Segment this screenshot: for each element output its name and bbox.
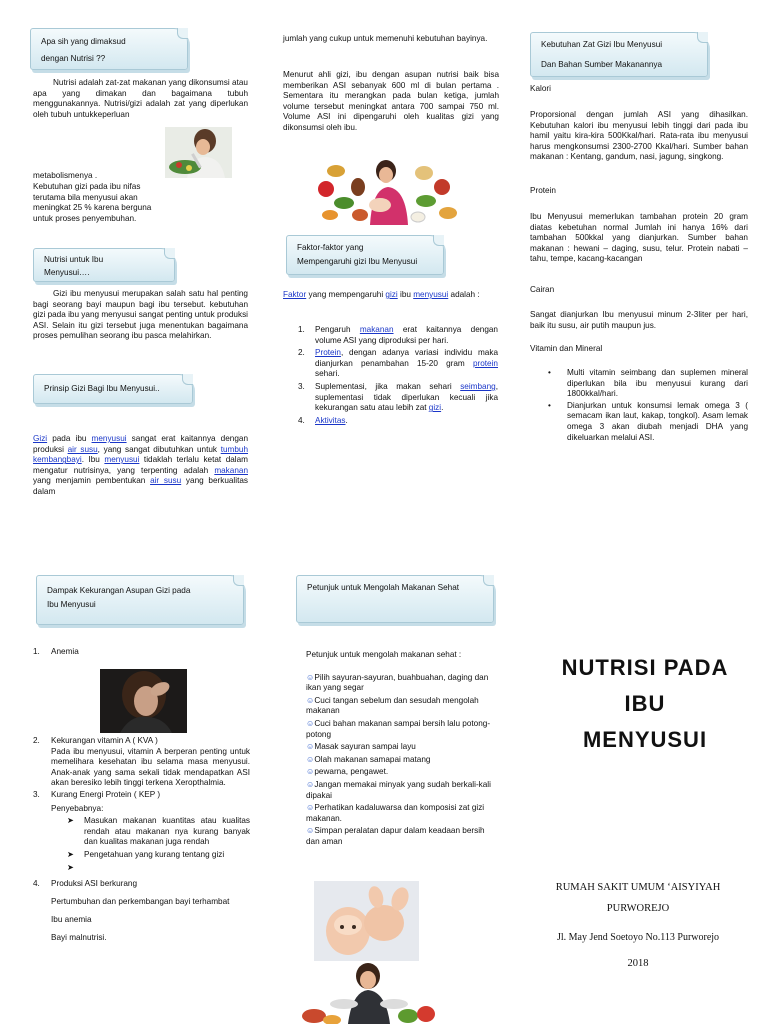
link-tumbuh-kembang[interactable]: tumbuh kembangbayi	[33, 444, 248, 465]
publication-year: 2018	[627, 958, 649, 969]
asi-volume-start: jumlah yang cukup untuk memenuhi kebutuhan bayinya.	[283, 34, 488, 43]
heading-protein: Protein	[530, 186, 556, 195]
tip-item: ☺Simpan peralatan dapur dalam keadaan bersih dan aman	[306, 826, 485, 846]
link-gizi-3[interactable]: gizi	[428, 403, 442, 413]
protein-paragraph: Ibu Menyusui memerlukan tambahan protein 20 gram diatas kebetuhan normal Jumlah ini hanya 16% dari tambahan 500kkal yang dianjurkan. Sumber bahan makanan : hewani – daging, susu, telur. Protein nabati – tahu, tempe, kacang-kacangan	[530, 212, 748, 264]
factors-intro: Faktor yang mempengaruhi gizi ibu menyusui adalah :	[283, 290, 480, 299]
hospital-address: Jl. May Jend Soetoyo No.113 Purworejo	[556, 932, 720, 943]
stressed-woman-image	[100, 669, 187, 733]
metabolism-text: metabolismenya .	[33, 171, 98, 180]
heading-vitamin: Vitamin dan Mineral	[530, 344, 603, 353]
list-item-kep: 3. Kurang Energi Protein ( KEP ) Penyebabnya: ➤ Masukan makanan kuantitas atau kualitas rendah atau makanan nya kurang banyak dan kualitas makanan juga rendah ➤ Pengetahuan yang kurang tentang gizi ➤	[33, 789, 250, 872]
tip-item: ☺Jangan memakai minyak yang sudah berkali-kali dipakai	[306, 779, 491, 800]
factors-banner: Faktor-faktor yang Mempengaruhi gizi Ibu Menyusui	[286, 235, 444, 275]
deficiency-list	[33, 647, 250, 658]
nutrient-needs-banner: Kebutuhan Zat Gizi Ibu Menyusui Dan Bahan Sumber Makanannya	[530, 32, 708, 77]
link-menyusui[interactable]: menyusui	[91, 434, 127, 443]
vitamin-item: • Dianjurkan untuk konsumsi lemak omega 3 ( semacam ikan laut, kakap, tongkol). Asam lemak omega 3 akan diubah menjadi DHA yang dikeluarkan melalui ASI.	[548, 400, 748, 442]
tip-item: ☺Olah makanan samapai matang	[306, 754, 431, 764]
link-protein[interactable]: Protein	[315, 348, 341, 358]
tip-item: ☺Cuci tangan sebelum dan sesudah mengolah makanan	[306, 695, 479, 716]
factors-list	[298, 325, 498, 426]
list-item-asi: 4. Produksi ASI berkurang Pertumbuhan dan perkembangan bayi terhambat Ibu anemia Bayi malnutrisi.	[33, 879, 230, 943]
tip-item: ☺Pilih sayuran-sayuran, buahbuahan, daging dan ikan yang segar	[306, 672, 489, 693]
link-makanan[interactable]: makanan	[214, 465, 248, 475]
baby-image	[314, 881, 419, 961]
link-air-susu-2[interactable]: air susu	[150, 476, 182, 486]
vitamin-list	[548, 368, 748, 443]
hospital-city: PURWOREJO	[606, 903, 670, 914]
principles-paragraph: Gizi pada ibu menyusui sangat erat kaitannya dengan produksi air susu, yang sangat dibutuhkan untuk tumbuh kembangbayi. Ibu menyusui tidaklah terlalu ketat dalam mengatur nutrisinya, yang terpenting adalah makanan yang menjamin pembentukan air susu yang berkualitas dalam	[33, 434, 248, 496]
deficiency-list-2	[33, 736, 250, 947]
cover-title: NUTRISI PADA IBU MENYUSUI	[561, 655, 729, 752]
link-gizi[interactable]: Gizi	[33, 434, 48, 443]
link-protein-2[interactable]: protein	[472, 358, 498, 368]
factor-activity: 4. Aktivitas.	[298, 415, 348, 425]
mother-breastfeeding-food-image	[314, 153, 460, 225]
fluid-paragraph: Sangat dianjurkan Ibu menyusui minum 2-3liter per hari, baik itu susu, air putih maupun jus.	[530, 310, 748, 330]
link-seimbang[interactable]: seimbang	[460, 381, 496, 391]
tip-item: ☺pewarna, pengawet.	[306, 767, 389, 777]
factor-food: 1. Pengaruh makanan erat kaitannya dengan volume ASI yang diproduksi per hari.	[298, 325, 498, 345]
woman-with-food-image	[296, 962, 440, 1024]
what-is-nutrition-banner: Apa sih yang dimaksud dengan Nutrisi ??	[30, 28, 188, 70]
hospital-name: RUMAH SAKIT UMUM ‘AISYIYAH	[555, 882, 721, 893]
mother-nutrition-paragraph: Gizi ibu menyusui merupakan salah satu hal penting bagi seorang bayi maupun bagi ibu tersebut. kebutuhan gizi pada ibu yang menyusui sangat penting untuk produksi ASI. Selain itu gizi tersebut juga menentukan bagaimana proses pemulihan seorang ibu pasca melahirkan.	[33, 289, 248, 341]
tips-title: Petunjuk untuk mengolah makanan sehat :	[306, 650, 462, 659]
nutrition-for-mothers-banner: Nutrisi untuk Ibu Menyusui….	[33, 248, 175, 282]
tip-item: ☺Masak sayuran sampai layu	[306, 742, 416, 752]
link-menyusui-2[interactable]: menyusui	[104, 455, 140, 465]
tip-item: ☺Cuci bahan makanan sampai bersih lalu potong-potong	[306, 718, 491, 739]
link-air-susu[interactable]: air susu	[67, 444, 98, 454]
calorie-paragraph: Proporsional dengan jumlah ASI yang dihasilkan. Kebutuhan kalori ibu menyusui lebih tinggi dari pada ibu hamil yaitu kira-kira 500Kkal/hari. Rata-rata ibu menyusui harus mengkonsumsi 2300-2700 Kkal/hari. Sumber bahan makanan : Kentang, gandum, nasi, jagung, singkong.	[530, 110, 748, 162]
link-makanan-2[interactable]: makanan	[359, 325, 394, 334]
cooking-tips	[306, 650, 496, 848]
asi-volume-paragraph: Menurut ahli gizi, ibu dengan asupan nutrisi baik bisa memberikan ASI sebanyak 600 ml di bulan pertama . Sementara itu merangkan pada bulan ketiga, jumlah volume tersebut meningkat antara 700 sampai 750 ml. Volume ASI ini dipengaruhi oleh kualitas gizi yang dikonsumsi oleh ibu.	[283, 70, 499, 132]
heading-cairan: Cairan	[530, 285, 555, 294]
postpartum-needs: Kebutuhan gizi pada ibu nifas terutama bila menyusui akan meningkat 25 % karena berguna untuk proses penyembuhan.	[33, 182, 152, 223]
vitamin-item: • Multi vitamin seimbang dan suplemen mineral diperlukan bila ibu menyusui kurang dari 1800kkal/hari.	[548, 368, 748, 399]
list-item-kva: 2. Kekurangan vitamin A ( KVA ) Pada ibu menyusui, vitamin A berperan penting untuk memelihara kesehatan ibu selama masa menyusui. Anak-anak yang sama sekali tidak mendapatkan ASI akan beresiko lebih tinggi terkena Xeropthalmia.	[33, 736, 250, 788]
list-item-anemia: 1. Anemia	[33, 647, 79, 656]
woman-eating-salad-image	[165, 127, 232, 178]
deficiency-impact-banner: Dampak Kekurangan Asupan Gizi pada Ibu Menyusui	[36, 575, 244, 625]
tip-item: ☺Perhatikan kadaluwarsa dan komposisi zat gizi makanan.	[306, 803, 485, 823]
link-faktor[interactable]: Faktor	[283, 290, 307, 299]
factor-protein: 2. Protein, dengan adanya variasi individu maka dianjurkan penambahan 15-20 gram protein sehari.	[298, 348, 498, 379]
heading-kalori: Kalori	[530, 84, 551, 93]
nutrition-definition: Nutrisi adalah zat-zat makanan yang dikonsumsi atau apa yang dimakan dan bagaimana tubuh menggunakannya. Nutrisi/gizi adalah zat yang diperlukan oleh tubuh untukkeperluan	[33, 78, 248, 119]
factor-supplement: 3. Suplementasi, jika makan sehari seimbang, suplementasi tidak diperlukan kecuali jika kekurangan satu atau lebih zat gizi.	[298, 381, 498, 413]
healthy-cooking-banner: Petunjuk untuk Mengolah Makanan Sehat	[296, 575, 494, 623]
link-gizi-2[interactable]: gizi	[385, 290, 398, 299]
link-aktivitas[interactable]: Aktivitas	[315, 415, 346, 425]
link-menyusui-3[interactable]: menyusui	[413, 290, 449, 299]
principles-banner: Prinsip Gizi Bagi Ibu Menyusui..	[33, 374, 193, 404]
